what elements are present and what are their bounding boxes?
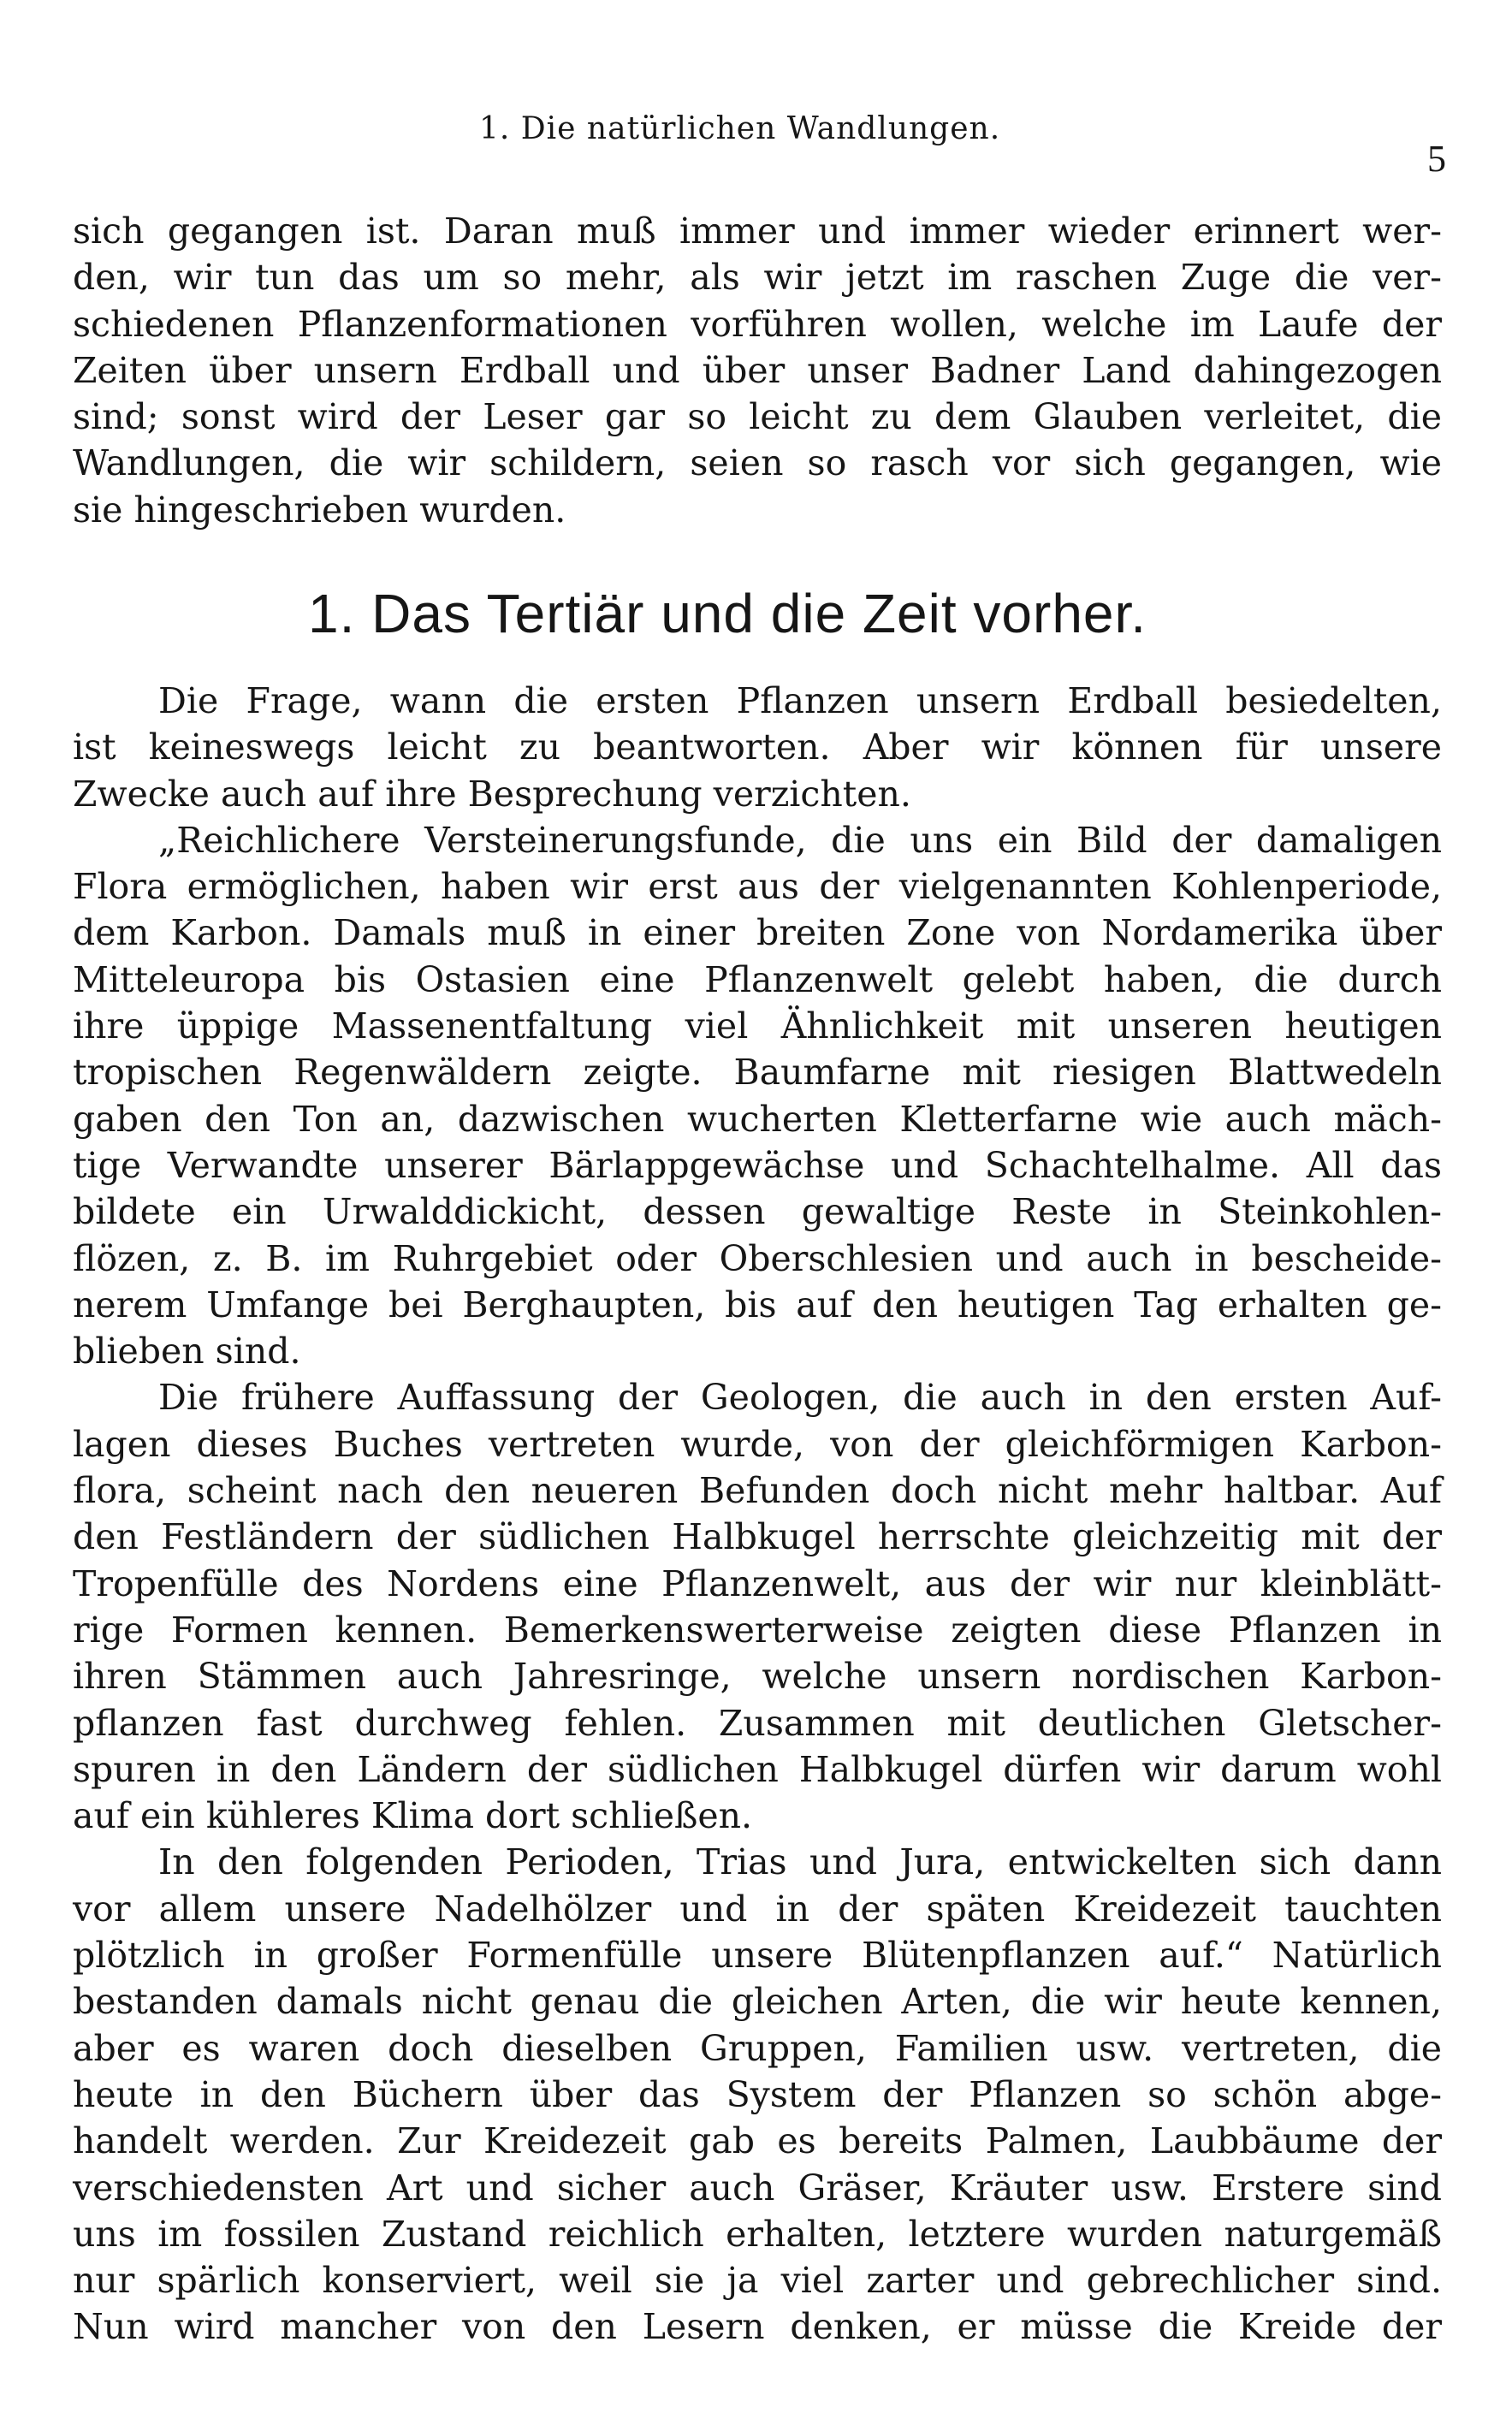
text-line: Die frühere Auffassung der Geologen, die auch in den ersten Auf- [158, 1377, 1442, 1419]
text-line: bildete ein Urwalddickicht, dessen gewaltige Reste in Steinkohlen- [73, 1191, 1442, 1233]
text-line: tige Verwandte unserer Bärlappgewächse und Schachtelhalme. All das [73, 1144, 1442, 1186]
text-line: dem Karbon. Damals muß in einer breiten Zone von Nordamerika über [73, 912, 1442, 954]
text-line: Zeiten über unsern Erdball und über unser Badner Land dahingezogen [73, 349, 1442, 391]
text-line: blieben sind. [73, 1331, 301, 1373]
text-line: Tropenfülle des Nordens eine Pflanzenwelt, aus der wir nur kleinblätt- [73, 1562, 1442, 1604]
text-line: schiedenen Pflanzenformationen vorführen wollen, welche im Laufe der [73, 303, 1442, 345]
text-line: rige Formen kennen. Bemerkenswerterweise zeigten diese Pflanzen in [73, 1609, 1442, 1651]
text-line: sind; sonst wird der Leser gar so leicht zu dem Glauben verleitet, die [73, 396, 1442, 438]
text-line: lagen dieses Buches vertreten wurde, von der gleichförmigen Karbon- [73, 1423, 1442, 1465]
text-line: nerem Umfange bei Berghaupten, bis auf den heutigen Tag erhalten ge- [73, 1284, 1442, 1325]
page-number: 5 [1427, 138, 1446, 180]
text-line: Nun wird mancher von den Lesern denken, er müsse die Kreide der [73, 2306, 1442, 2348]
text-line: gaben den Ton an, dazwischen wucherten Kletterfarne wie auch mäch- [73, 1098, 1442, 1140]
text-line: sie hingeschrieben wurden. [73, 489, 566, 531]
text-line: In den folgenden Perioden, Trias und Jura, entwickelten sich dann [158, 1841, 1442, 1883]
text-line: handelt werden. Zur Kreidezeit gab es bereits Palmen, Laubbäume der [73, 2120, 1442, 2162]
text-line: Zwecke auch auf ihre Besprechung verzichten. [73, 773, 911, 815]
text-line: uns im fossilen Zustand reichlich erhalten, letztere wurden naturgemäß [73, 2213, 1442, 2255]
text-line: plötzlich in großer Formenfülle unsere Blütenpflanzen auf.“ Natürlich [73, 1935, 1442, 1977]
section-heading: 1. Das Tertiär und die Zeit vorher. [308, 583, 1147, 644]
text-line: verschiedensten Art und sicher auch Gräser, Kräuter usw. Erstere sind [73, 2167, 1442, 2208]
text-line: den Festländern der südlichen Halbkugel herrschte gleichzeitig mit der [73, 1516, 1442, 1558]
text-line: Die Frage, wann die ersten Pflanzen unsern Erdball besiedelten, [158, 680, 1442, 721]
text-line: vor allem unsere Nadelhölzer und in der späten Kreidezeit tauchten [73, 1888, 1442, 1930]
text-line: flözen, z. B. im Ruhrgebiet oder Oberschlesien und auch in bescheide- [73, 1237, 1442, 1279]
text-line: Flora ermöglichen, haben wir erst aus der vielgenannten Kohlenperiode, [73, 866, 1442, 908]
text-line: nur spärlich konserviert, weil sie ja viel zarter und gebrechlicher sind. [73, 2260, 1442, 2302]
text-line: den, wir tun das um so mehr, als wir jetzt im raschen Zuge die ver- [73, 257, 1442, 299]
text-line: auf ein kühleres Klima dort schließen. [73, 1795, 753, 1837]
text-line: Mitteleuropa bis Ostasien eine Pflanzenwelt gelebt haben, die durch [73, 958, 1442, 1000]
text-line: bestanden damals nicht genau die gleichen Arten, die wir heute kennen, [73, 1981, 1442, 2023]
text-line: Wandlungen, die wir schildern, seien so rasch vor sich gegangen, wie [73, 442, 1442, 484]
text-line: heute in den Büchern über das System der Pflanzen so schön abge- [73, 2073, 1442, 2115]
text-line: „Reichlichere Versteinerungsfunde, die uns ein Bild der damaligen [158, 819, 1442, 861]
text-line: spuren in den Ländern der südlichen Halbkugel dürfen wir darum wohl [73, 1748, 1442, 1790]
text-line: ist keineswegs leicht zu beantworten. Aber wir können für unsere [73, 726, 1442, 768]
text-line: flora, scheint nach den neueren Befunden doch nicht mehr haltbar. Auf [73, 1470, 1442, 1512]
text-line: tropischen Regenwäldern zeigte. Baumfarne mit riesigen Blattwedeln [73, 1052, 1442, 1094]
text-line: sich gegangen ist. Daran muß immer und immer wieder erinnert wer- [73, 210, 1442, 252]
text-line: aber es waren doch dieselben Gruppen, Familien usw. vertreten, die [73, 2027, 1442, 2069]
body-text [73, 678, 1442, 2351]
running-header: 1. Die natürlichen Wandlungen. [479, 111, 1001, 146]
intro-paragraph [73, 208, 1442, 533]
text-line: ihren Stämmen auch Jahresringe, welche unsern nordischen Karbon- [73, 1656, 1442, 1698]
text-line: ihre üppige Massenentfaltung viel Ähnlichkeit mit unseren heutigen [73, 1005, 1442, 1047]
text-line: pflanzen fast durchweg fehlen. Zusammen mit deutlichen Gletscher- [73, 1702, 1442, 1744]
